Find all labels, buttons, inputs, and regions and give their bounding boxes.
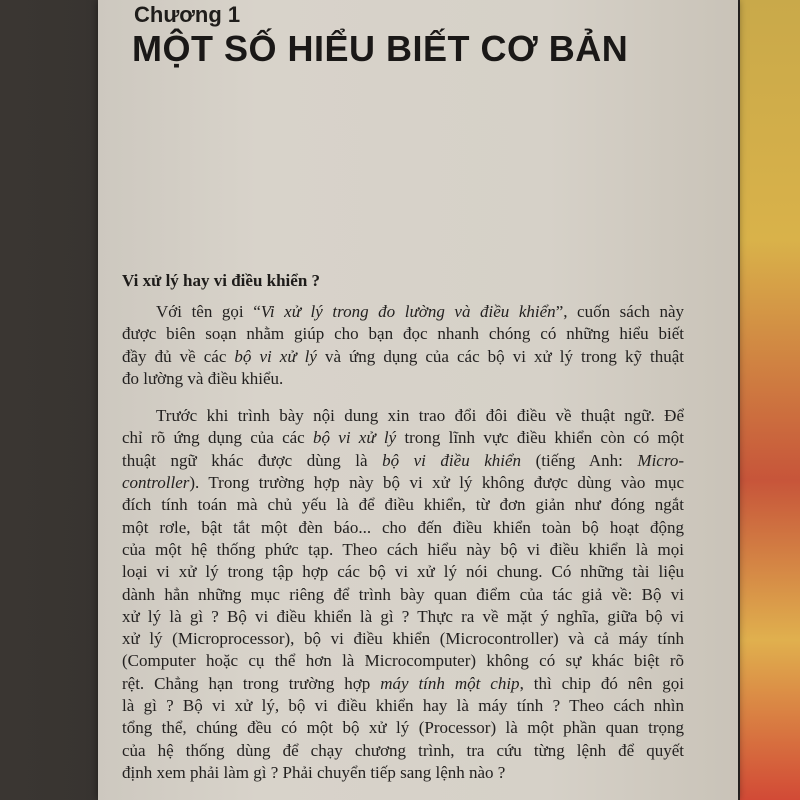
text-line [122, 346, 684, 368]
text-run: thuật ngữ khác được dùng là [122, 450, 383, 470]
text-run: được biên soạn nhằm giúp cho bạn đọc nhanh chóng có những hiểu biết [122, 324, 684, 344]
text-run: , thì chip đó nên gọi [519, 673, 684, 693]
italic-run: bộ vi điều khiển [382, 450, 522, 470]
text-run: loại vi xử lý trong tập hợp các bộ vi xử lý nói chung. Có những tài liệu [122, 562, 684, 582]
text-line [122, 539, 684, 561]
text-run: là gì ? Bộ vi xử lý, bộ vi điều khiển hay là máy tính ? Theo cách nhìn [122, 696, 684, 716]
text-line [122, 717, 684, 739]
text-line [122, 472, 684, 494]
text-line [122, 368, 684, 390]
text-run: định xem phải làm gì ? Phải chuyển tiếp sang lệnh nào ? [122, 762, 506, 782]
text-run: dành hẳn những mục riêng để trình bày quan điểm của tác giả về: Bộ vi [122, 584, 684, 604]
chapter-label: Chương 1 [134, 2, 241, 27]
text-run: ”, cuốn sách này [555, 302, 685, 321]
paragraph [122, 405, 684, 784]
italic-run: bộ vi xử lý [313, 428, 397, 448]
text-run: Trước khi trình bày nội dung xin trao đổi đôi điều về thuật ngữ. Để [156, 406, 684, 426]
text-line [122, 650, 684, 672]
text-line [122, 673, 684, 695]
text-run: trong lĩnh vực điều khiển còn có một [396, 428, 684, 448]
text-line [122, 584, 684, 606]
text-run: rệt. Chẳng hạn trong trường hợp [122, 673, 381, 693]
text-run: đo lường và điều khiểu. [122, 368, 284, 388]
italic-run: controller [122, 473, 190, 493]
italic-run: bộ vi xử lý [234, 346, 317, 366]
text-line [122, 427, 684, 449]
text-run: tổng thể, chúng đều có một bộ xử lý (Processor) là một phần quan trọng [122, 718, 684, 738]
book-cover-edge [740, 0, 800, 800]
italic-run: máy tính một chip [380, 673, 520, 693]
text-line [122, 740, 684, 762]
italic-run: Micro- [637, 450, 684, 470]
text-line [122, 405, 684, 427]
text-line [122, 762, 684, 784]
text-run: của hệ thống dùng để chạy chương trình, tra cứu từng lệnh để quyết [122, 740, 684, 760]
body-text [122, 301, 684, 784]
text-run: Với tên gọi “ [156, 302, 261, 321]
text-run: ). Trong trường hợp này bộ vi xử lý không được dùng vào mục [189, 473, 684, 493]
section-heading: Vi xử lý hay vi điều khiển ? [122, 271, 321, 290]
text-run: đầy đủ về các [122, 346, 235, 366]
text-run: một rơle, bật tắt một đèn báo... cho đến điều khiển toàn bộ hoạt động [122, 517, 684, 537]
text-run: và ứng dụng của các bộ vi xử lý trong kỹ thuật [316, 346, 684, 366]
text-line [122, 494, 684, 516]
text-run: đích tính toán mà chủ yếu là để điều khiển, từ đơn giản như đóng ngắt [122, 495, 684, 515]
text-run: (tiếng Anh: [521, 450, 638, 470]
text-line [122, 301, 684, 323]
text-run: chỉ rõ ứng dụng của các [122, 428, 313, 448]
text-line [122, 628, 684, 650]
text-line [122, 517, 684, 539]
text-run: xử lý (Microprocessor), bộ vi điều khiển (Microcontroller) và cả máy tính [122, 629, 684, 649]
paragraph [122, 301, 684, 390]
italic-run: Vi xử lý trong đo lường và điều khiển [260, 302, 556, 321]
text-line [122, 606, 684, 628]
text-run: xử lý là gì ? Bộ vi điều khiển là gì ? Thực ra về mặt ý nghĩa, giữa bộ vi [122, 606, 684, 626]
text-line [122, 561, 684, 583]
text-run: của một hệ thống phức tạp. Theo cách hiểu này bộ vi điều khiển là mọi [122, 539, 684, 559]
text-line [122, 695, 684, 717]
chapter-title: MỘT SỐ HIỂU BIẾT CƠ BẢN [132, 28, 629, 69]
text-line [122, 450, 684, 472]
text-run: (Computer hoặc cụ thể hơn là Microcomputer) không có sự khác biệt rõ [122, 651, 684, 671]
book-page [98, 0, 738, 800]
text-line [122, 323, 684, 345]
